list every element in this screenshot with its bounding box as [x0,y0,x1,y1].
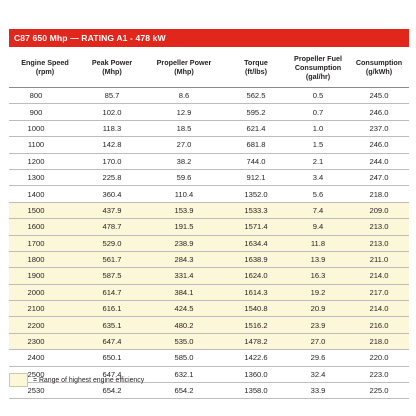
cell-fuel-consumption: 1.0 [287,120,349,136]
cell-torque: 621.4 [225,120,287,136]
cell-consumption: 245.0 [349,88,409,104]
cell-peak-power: 647.4 [81,366,143,382]
cell-propeller-power: 480.2 [143,317,225,333]
cell-propeller-power: 8.6 [143,88,225,104]
cell-torque: 1540.8 [225,301,287,317]
table-row [9,104,409,120]
cell-consumption: 220.0 [349,350,409,366]
cell-consumption: 225.0 [349,383,409,399]
cell-engine-speed: 1500 [9,202,81,218]
cell-peak-power: 437.9 [81,202,143,218]
cell-engine-speed: 800 [9,88,81,104]
column-header-consumption: Consumption (g/kWh) [349,47,409,88]
cell-propeller-power: 153.9 [143,202,225,218]
cell-propeller-power: 654.2 [143,383,225,399]
cell-torque: 681.8 [225,137,287,153]
cell-fuel-consumption: 2.1 [287,153,349,169]
cell-engine-speed: 1100 [9,137,81,153]
cell-engine-speed: 2400 [9,350,81,366]
cell-fuel-consumption: 9.4 [287,219,349,235]
column-header-torque: Torque (ft/lbs) [225,47,287,88]
cell-torque: 1360.0 [225,366,287,382]
cell-peak-power: 225.8 [81,169,143,185]
cell-peak-power: 360.4 [81,186,143,202]
cell-torque: 562.5 [225,88,287,104]
cell-torque: 1478.2 [225,333,287,349]
cell-fuel-consumption: 32.4 [287,366,349,382]
cell-torque: 1358.0 [225,383,287,399]
cell-peak-power: 587.5 [81,268,143,284]
cell-fuel-consumption: 0.7 [287,104,349,120]
cell-peak-power: 478.7 [81,219,143,235]
cell-propeller-power: 12.9 [143,104,225,120]
cell-torque: 1614.3 [225,284,287,300]
cell-consumption: 209.0 [349,202,409,218]
cell-propeller-power: 284.3 [143,251,225,267]
cell-propeller-power: 331.4 [143,268,225,284]
cell-consumption: 246.0 [349,104,409,120]
cell-peak-power: 647.4 [81,333,143,349]
cell-fuel-consumption: 1.5 [287,137,349,153]
table-row [9,186,409,202]
table-row [9,284,409,300]
cell-peak-power: 142.8 [81,137,143,153]
column-header-propeller-power: Propeller Power (Mhp) [143,47,225,88]
cell-propeller-power: 18.5 [143,120,225,136]
performance-sheet [9,29,409,399]
table-row [9,169,409,185]
cell-torque: 1634.4 [225,235,287,251]
cell-fuel-consumption: 16.3 [287,268,349,284]
cell-torque: 1571.4 [225,219,287,235]
cell-engine-speed: 2500 [9,366,81,382]
cell-torque: 1638.9 [225,251,287,267]
table-row [9,137,409,153]
cell-engine-speed: 2000 [9,284,81,300]
cell-peak-power: 529.0 [81,235,143,251]
cell-fuel-consumption: 5.6 [287,186,349,202]
cell-consumption: 223.0 [349,366,409,382]
cell-engine-speed: 1200 [9,153,81,169]
cell-propeller-power: 59.6 [143,169,225,185]
cell-fuel-consumption: 29.6 [287,350,349,366]
cell-consumption: 213.0 [349,219,409,235]
cell-engine-speed: 1600 [9,219,81,235]
cell-engine-speed: 900 [9,104,81,120]
cell-consumption: 218.0 [349,186,409,202]
cell-engine-speed: 2200 [9,317,81,333]
cell-fuel-consumption: 7.4 [287,202,349,218]
cell-torque: 912.1 [225,169,287,185]
table-row [9,350,409,366]
cell-consumption: 237.0 [349,120,409,136]
cell-propeller-power: 110.4 [143,186,225,202]
table-row [9,251,409,267]
cell-engine-speed: 1800 [9,251,81,267]
table-row [9,153,409,169]
cell-engine-speed: 1300 [9,169,81,185]
cell-consumption: 218.0 [349,333,409,349]
column-header-engine-speed: Engine Speed (rpm) [9,47,81,88]
cell-peak-power: 616.1 [81,301,143,317]
table-row [9,268,409,284]
cell-propeller-power: 238.9 [143,235,225,251]
cell-consumption: 213.0 [349,235,409,251]
cell-consumption: 214.0 [349,301,409,317]
cell-peak-power: 85.7 [81,88,143,104]
cell-propeller-power: 424.5 [143,301,225,317]
table-row [9,301,409,317]
cell-consumption: 214.0 [349,268,409,284]
cell-peak-power: 118.3 [81,120,143,136]
cell-propeller-power: 38.2 [143,153,225,169]
cell-propeller-power: 585.0 [143,350,225,366]
cell-peak-power: 561.7 [81,251,143,267]
cell-engine-speed: 2530 [9,383,81,399]
cell-torque: 1533.3 [225,202,287,218]
cell-fuel-consumption: 33.9 [287,383,349,399]
table-row [9,235,409,251]
cell-torque: 1352.0 [225,186,287,202]
cell-torque: 1516.2 [225,317,287,333]
cell-consumption: 244.0 [349,153,409,169]
table-body [9,88,409,399]
table-row [9,317,409,333]
legend [9,372,144,388]
table-header-row [9,47,409,88]
cell-consumption: 211.0 [349,251,409,267]
cell-consumption: 246.0 [349,137,409,153]
cell-engine-speed: 1700 [9,235,81,251]
cell-fuel-consumption: 13.9 [287,251,349,267]
cell-fuel-consumption: 19.2 [287,284,349,300]
cell-torque: 595.2 [225,104,287,120]
cell-peak-power: 170.0 [81,153,143,169]
cell-peak-power: 654.2 [81,383,143,399]
cell-torque: 1422.6 [225,350,287,366]
cell-peak-power: 102.0 [81,104,143,120]
cell-peak-power: 614.7 [81,284,143,300]
cell-fuel-consumption: 3.4 [287,169,349,185]
cell-fuel-consumption: 20.9 [287,301,349,317]
cell-engine-speed: 2100 [9,301,81,317]
table-row [9,120,409,136]
cell-propeller-power: 191.5 [143,219,225,235]
cell-engine-speed: 1400 [9,186,81,202]
table-title: C87 650 Mhp — RATING A1 - 478 kW [9,29,409,47]
cell-torque: 744.0 [225,153,287,169]
cell-propeller-power: 632.1 [143,366,225,382]
cell-fuel-consumption: 27.0 [287,333,349,349]
cell-engine-speed: 2300 [9,333,81,349]
table-row [9,333,409,349]
legend-label: = Range of highest engine efficiency [33,376,145,384]
cell-fuel-consumption: 23.9 [287,317,349,333]
column-header-fuel-consumption: Propeller Fuel Consumption (gal/hr) [287,47,349,88]
legend-swatch [9,373,28,387]
cell-fuel-consumption: 0.5 [287,88,349,104]
table-row [9,88,409,104]
performance-table [9,47,409,399]
cell-consumption: 216.0 [349,317,409,333]
cell-propeller-power: 27.0 [143,137,225,153]
table-row [9,202,409,218]
cell-engine-speed: 1900 [9,268,81,284]
cell-consumption: 247.0 [349,169,409,185]
cell-consumption: 217.0 [349,284,409,300]
column-header-peak-power: Peak Power (Mhp) [81,47,143,88]
cell-fuel-consumption: 11.8 [287,235,349,251]
cell-propeller-power: 384.1 [143,284,225,300]
cell-peak-power: 650.1 [81,350,143,366]
cell-propeller-power: 535.0 [143,333,225,349]
table-row [9,219,409,235]
cell-engine-speed: 1000 [9,120,81,136]
cell-torque: 1624.0 [225,268,287,284]
cell-peak-power: 635.1 [81,317,143,333]
